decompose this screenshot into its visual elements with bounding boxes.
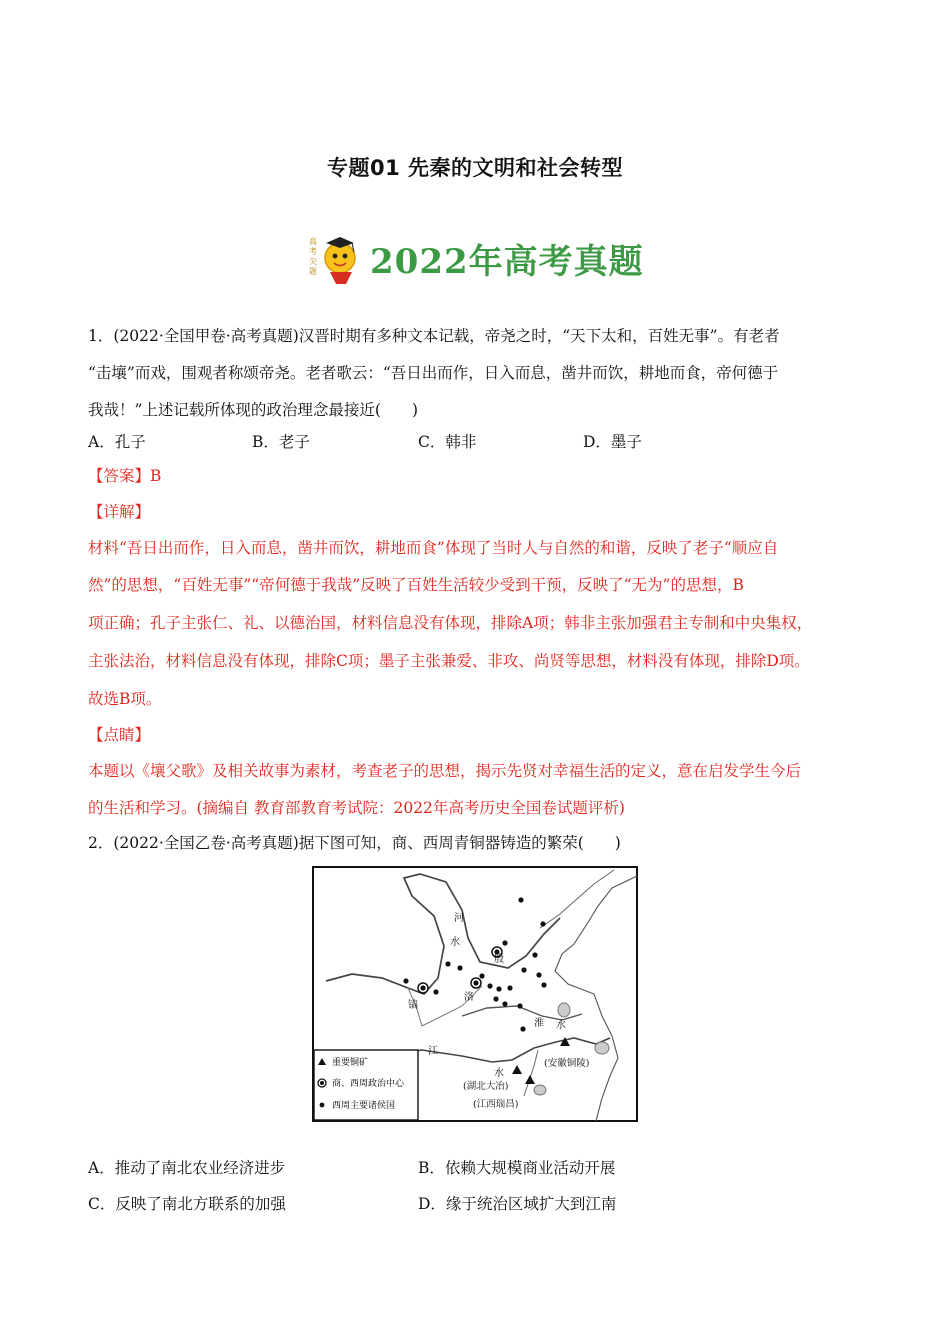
bronze-map-figure bbox=[312, 866, 638, 1122]
bronze-map bbox=[312, 866, 638, 1122]
q1-option-c[interactable]: C．韩非 bbox=[418, 433, 477, 451]
q1-stem-line-2: “击壤”而戏，围观者称颂帝尧。老者歌云：“吾日出而作，日入而息，凿井而饮，耕地而食，帝何德于 bbox=[88, 364, 779, 382]
label-he: 河 bbox=[454, 913, 464, 924]
label-shui-2: 水 bbox=[556, 1020, 566, 1031]
svg-text:高: 高 bbox=[309, 237, 317, 246]
section-banner bbox=[306, 230, 646, 286]
q2-option-b[interactable]: B．依赖大规模商业活动开展 bbox=[418, 1159, 616, 1177]
q1-detail-line-4: 主张法治，材料信息没有体现，排除C项；墨子主张兼爱、非攻、尚贤等思想，材料没有体现，排除D项。 bbox=[88, 652, 810, 670]
page-title: 专题01 先秦的文明和社会转型 bbox=[326, 156, 624, 180]
q1-option-a[interactable]: A．孔子 bbox=[88, 433, 146, 451]
q1-tip-line-2: 的生活和学习。(摘编自 教育部教育考试院：2022年高考历史全国卷试题评析) bbox=[88, 799, 625, 817]
q2-option-c[interactable]: C．反映了南北方联系的加强 bbox=[88, 1195, 286, 1213]
label-jiangxi-ruichang: (江西瑞昌) bbox=[473, 1099, 519, 1110]
lake-1 bbox=[558, 1003, 570, 1017]
q1-tip-line-1: 本题以《壤父歌》及相关故事为素材，考查老子的思想，揭示先贤对幸福生活的定义，意在启发学生今后 bbox=[88, 762, 802, 780]
q2-option-d[interactable]: D．缘于统治区域扩大到江南 bbox=[418, 1195, 617, 1213]
q2-option-a[interactable]: A．推动了南北农业经济进步 bbox=[88, 1159, 286, 1177]
label-huai: 淮 bbox=[534, 1018, 544, 1029]
q1-stem-line-1: 1．(2022·全国甲卷·高考真题)汉晋时期有多种文本记载，帝尧之时，“天下太和，百姓无事”。有老者 bbox=[88, 327, 780, 345]
legend-center-label: 商、西周政治中心 bbox=[332, 1079, 405, 1089]
label-luo: 洛 bbox=[464, 992, 474, 1003]
q1-detail-line-2: 然”的思想，“百姓无事”“帝何德于我哉”反映了百姓生活较少受到干预，反映了“无为”的思想，B bbox=[88, 576, 744, 594]
lake-3 bbox=[595, 1042, 609, 1054]
q1-answer: 【答案】B bbox=[88, 467, 162, 485]
q2-stem: 2．(2022·全国乙卷·高考真题)据下图可知，商、西周青铜器铸造的繁荣( ) bbox=[88, 834, 621, 852]
label-yin: 殷 bbox=[494, 954, 504, 965]
legend-vassal-icon bbox=[320, 1103, 325, 1108]
label-shui-3: 水 bbox=[494, 1068, 504, 1079]
q1-option-b[interactable]: B．老子 bbox=[252, 433, 310, 451]
q1-detail-line-5: 故选B项。 bbox=[88, 690, 162, 708]
svg-text:考: 考 bbox=[309, 247, 317, 256]
lake-2 bbox=[534, 1085, 546, 1095]
banner-text: 2022年高考真题 bbox=[370, 242, 644, 282]
legend-mine-label: 重要铜矿 bbox=[332, 1058, 369, 1068]
q1-option-d[interactable]: D．墨子 bbox=[583, 433, 642, 451]
label-hubei-daye: (湖北大冶) bbox=[463, 1081, 509, 1092]
q1-detail-line-3: 项正确；孔子主张仁、礼、以德治国，材料信息没有体现，排除A项；韩非主张加强君主专制和中央集权， bbox=[88, 614, 813, 632]
q1-detail-line-1: 材料“吾日出而作，日入而息，凿井而饮，耕地而食”体现了当时人与自然的和谐，反映了老子“顺应自 bbox=[88, 539, 779, 557]
q1-stem-line-3: 我哉！”上述记载所体现的政治理念最接近( ) bbox=[88, 401, 419, 419]
q1-tip-label: 【点睛】 bbox=[88, 726, 151, 744]
mascot-logo-icon bbox=[306, 230, 368, 286]
label-anhui-tongling: (安徽铜陵) bbox=[544, 1058, 590, 1069]
label-shui-1: 水 bbox=[450, 937, 460, 948]
label-hao: 镐 bbox=[408, 1000, 418, 1011]
svg-text:尖: 尖 bbox=[309, 257, 317, 266]
svg-text:题: 题 bbox=[309, 267, 317, 276]
label-jiang: 江 bbox=[428, 1046, 438, 1057]
legend-vassal-label: 西周主要诸侯国 bbox=[332, 1101, 396, 1111]
q1-detail-label: 【详解】 bbox=[88, 503, 151, 521]
